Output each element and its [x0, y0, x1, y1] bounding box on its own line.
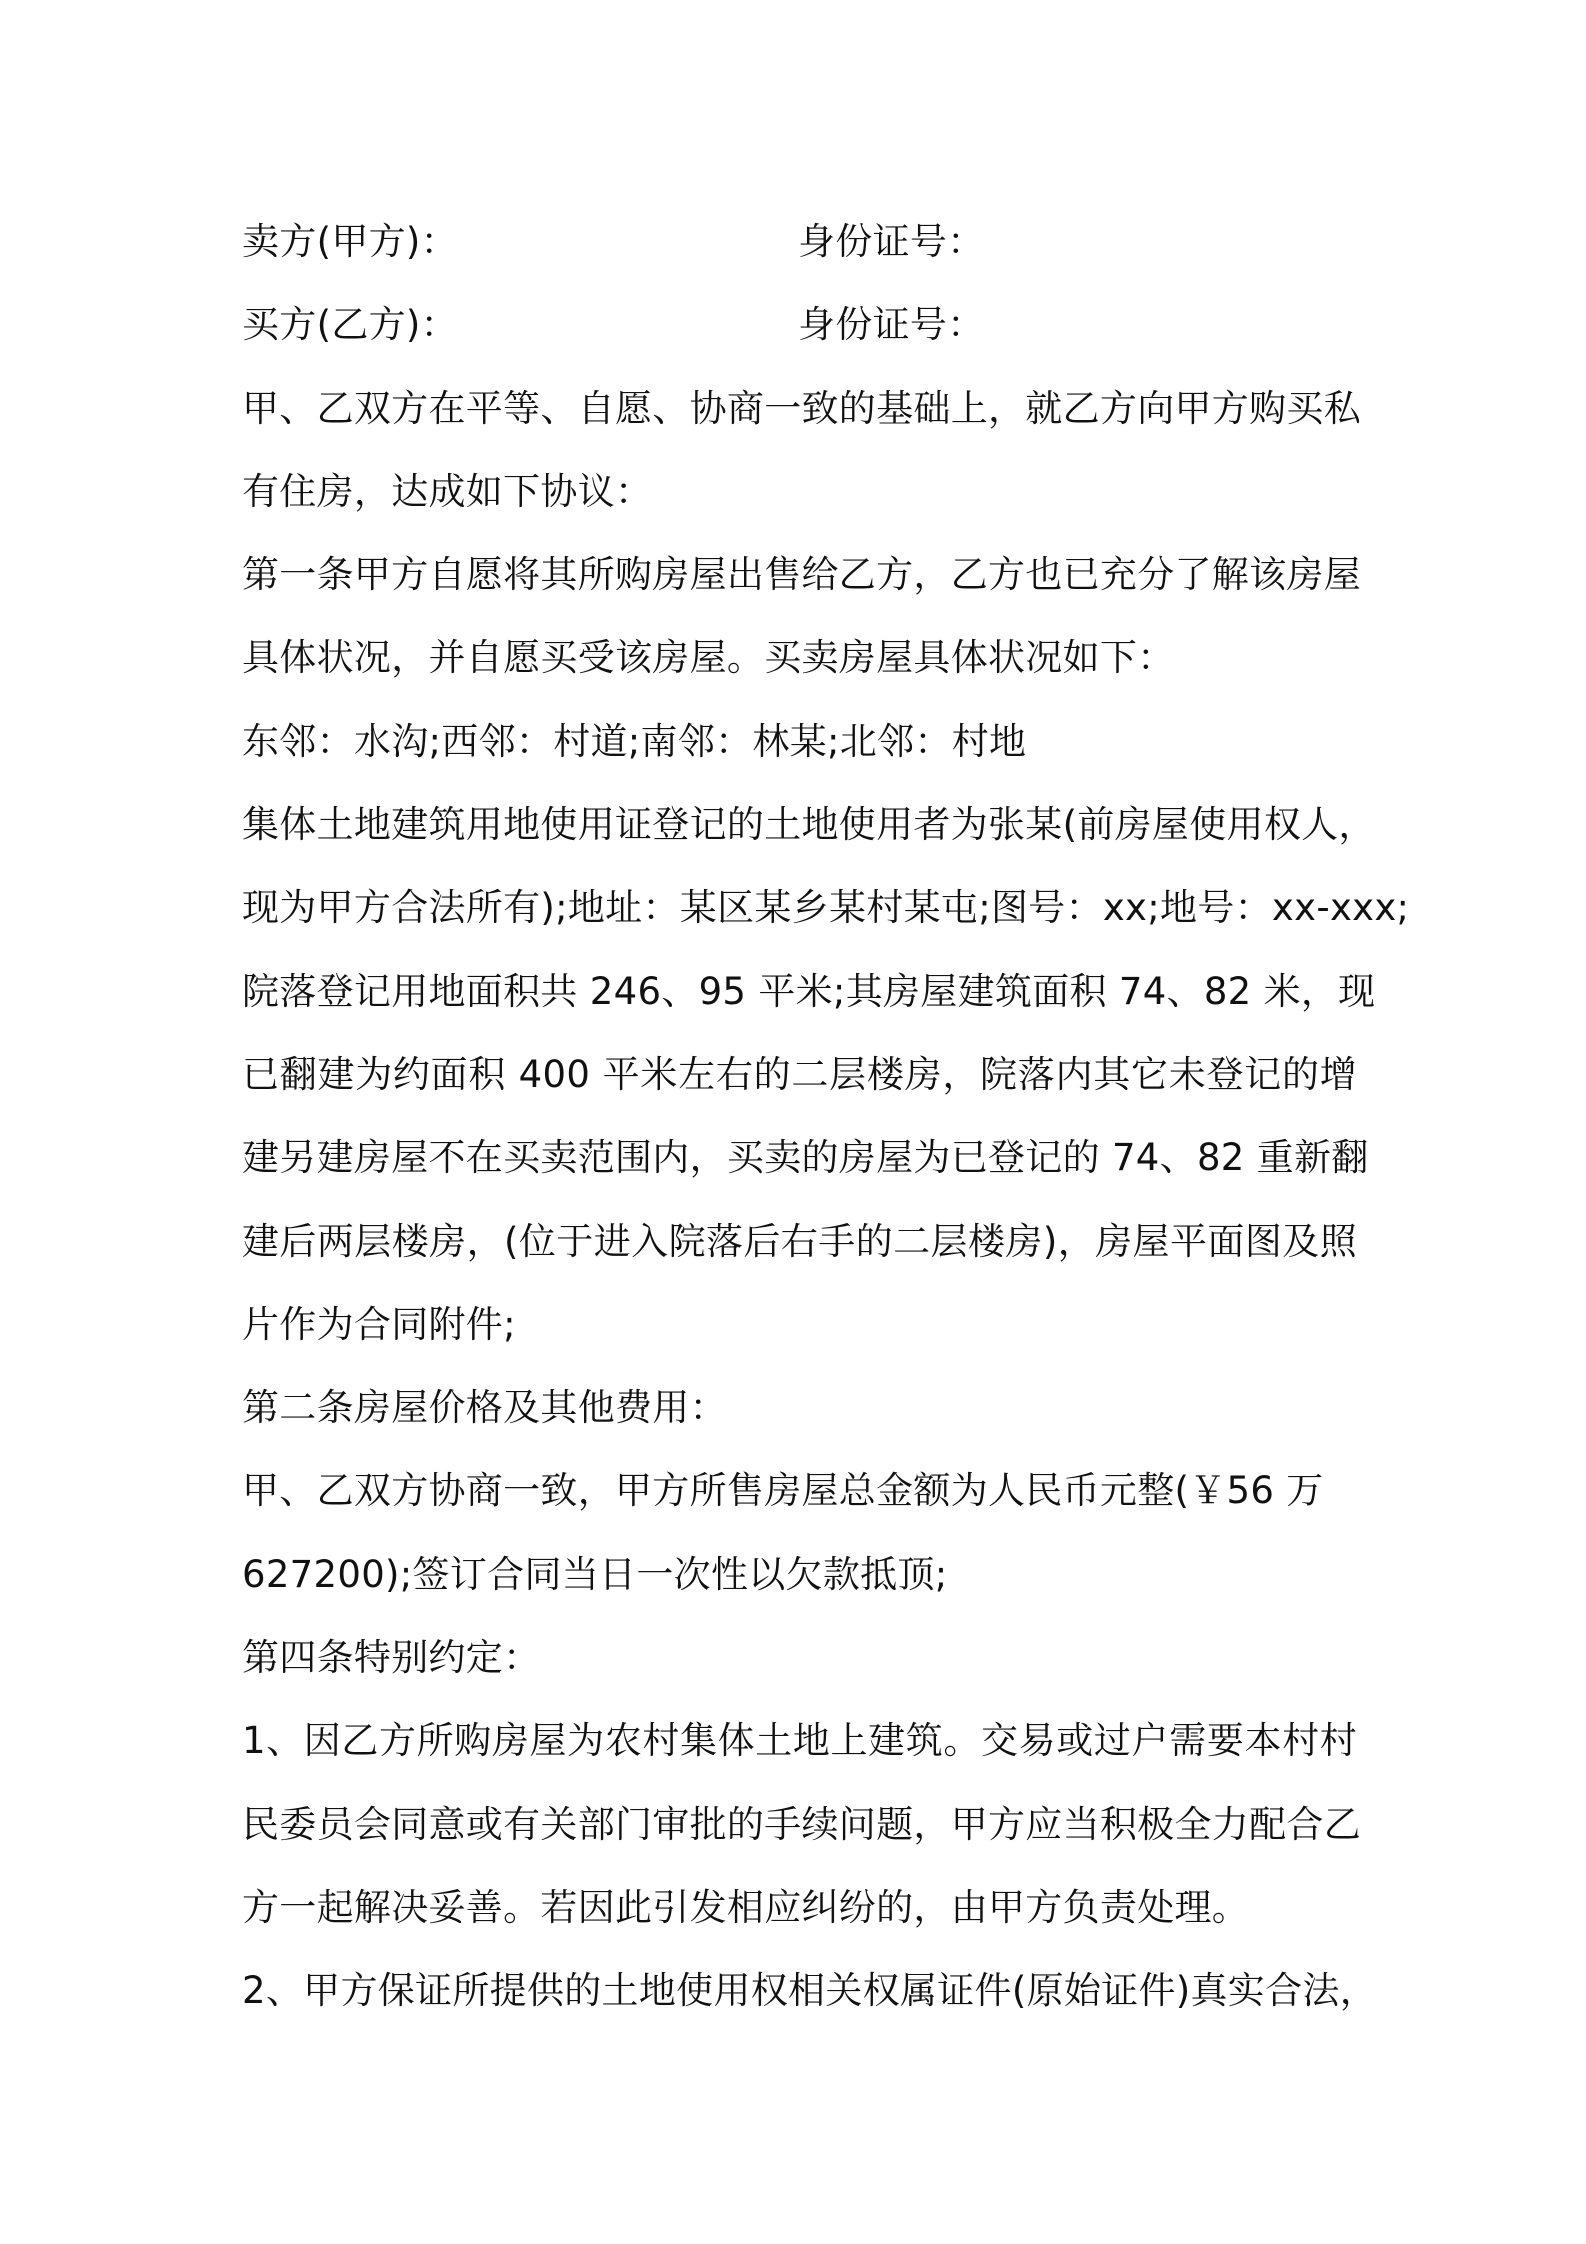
price-line: 甲、乙双方协商一致，甲方所售房屋总金额为人民币元整(￥56 万 — [242, 1469, 1324, 1513]
seller-id-label: 身份证号： — [798, 220, 985, 263]
preamble-paragraph — [242, 367, 1361, 534]
seller-label: 卖方(甲方)： — [242, 220, 458, 263]
text-line: 已翻建为约面积 400 平米左右的二层楼房，院落内其它未登记的增 — [242, 1052, 1357, 1096]
text-line: 具体状况，并自愿买受该房屋。买卖房屋具体状况如下： — [242, 636, 1175, 680]
article-1-heading: 第一条甲方自愿将其所购房屋出售给乙方，乙方也已充分了解该房屋 — [242, 553, 1361, 597]
text-line: 现为甲方合法所有);地址：某区某乡某村某屯;图号：xx;地号：xx-xxx; — [242, 886, 1410, 930]
clause-1-line: 1、因乙方所购房屋为农村集体土地上建筑。交易或过户需要本村村 — [242, 1719, 1357, 1763]
buyer-label: 买方(乙方)： — [242, 303, 458, 347]
seller-row — [242, 200, 1357, 283]
text-line: 建后两层楼房，(位于进入院落后右手的二层楼房)，房屋平面图及照 — [242, 1219, 1357, 1263]
text-line: 集体土地建筑用地使用证登记的土地使用者为张某(前房屋使用权人， — [242, 803, 1376, 847]
text-line: 片作为合同附件; — [242, 1302, 516, 1346]
buyer-row — [242, 283, 1357, 366]
buyer-id-label: 身份证号： — [798, 303, 985, 347]
text-line: 民委员会同意或有关部门审批的手续问题，甲方应当积极全力配合乙 — [242, 1802, 1361, 1846]
text-line: 院落登记用地面积共 246、95 平米;其房屋建筑面积 74、82 米，现 — [242, 969, 1376, 1013]
article-1 — [242, 533, 1410, 1366]
text-line: 方一起解决妥善。若因此引发相应纠纷的，由甲方负责处理。 — [242, 1885, 1250, 1929]
neighbors-line: 东邻：水沟;西邻：村道;南邻：林某;北邻：村地 — [242, 719, 1027, 763]
article-2-heading: 第二条房屋价格及其他费用： — [242, 1386, 727, 1430]
text-line: 有住房，达成如下协议： — [242, 469, 653, 513]
article-2 — [242, 1366, 1357, 1616]
clause-2-line: 2、甲方保证所提供的土地使用权相关权属证件(原始证件)真实合法， — [242, 1969, 1378, 2013]
article-4-heading: 第四条特别约定： — [242, 1636, 541, 1680]
contract-body — [242, 200, 1410, 2033]
text-line: 建另建房屋不在买卖范围内，买卖的房屋为已登记的 74、82 重新翻 — [242, 1136, 1369, 1180]
article-4 — [242, 1616, 1378, 2032]
text-line: 甲、乙双方在平等、自愿、协商一致的基础上，就乙方向甲方购买私 — [242, 386, 1361, 430]
text-line: 627200);签订合同当日一次性以欠款抵顶; — [242, 1552, 948, 1596]
